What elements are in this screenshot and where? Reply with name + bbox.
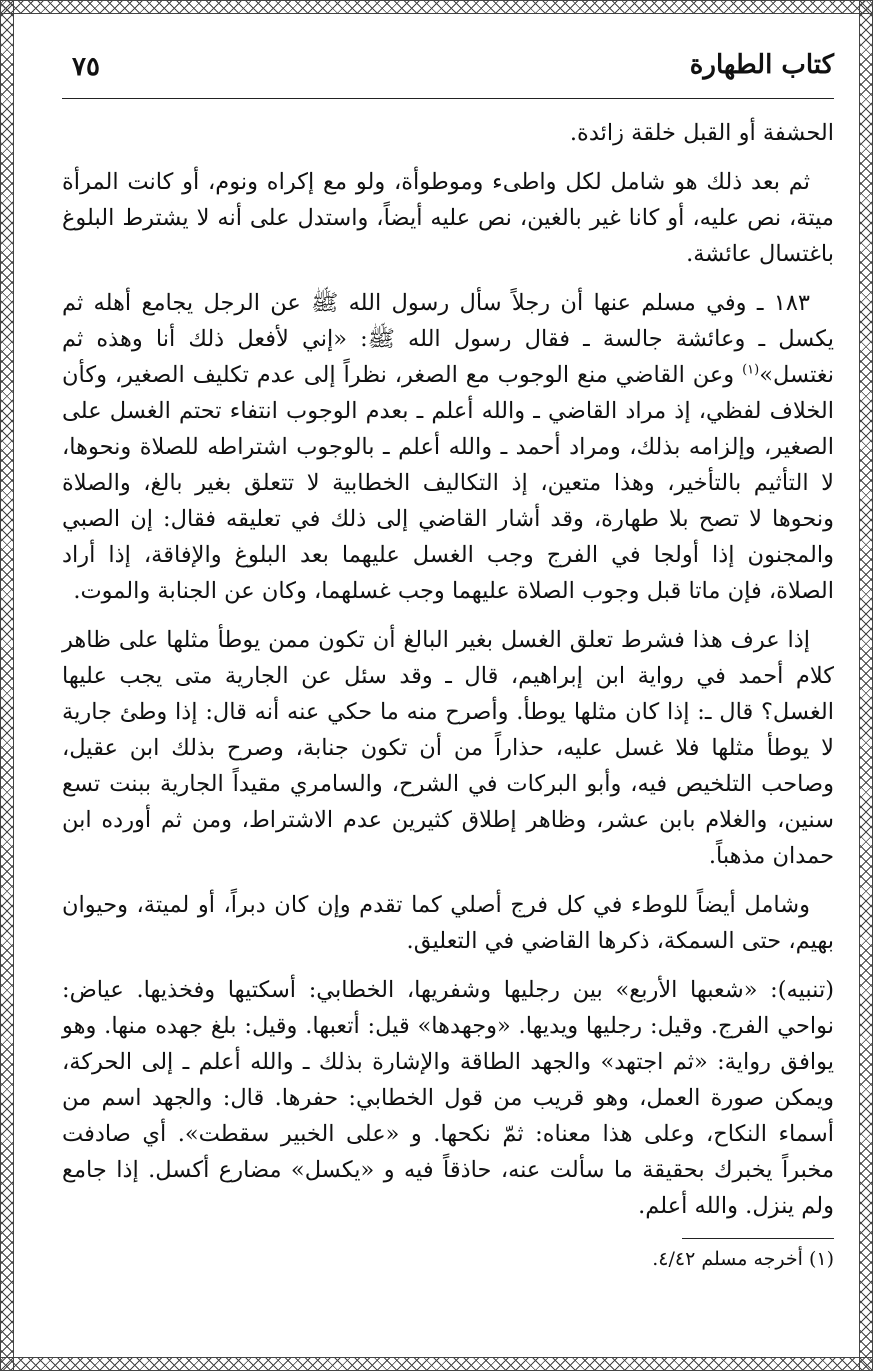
hadith-text: ١٨٣ ـ وفي مسلم عنها أن رجلاً سأل رسول الله ﷺ عن الرجل يجامع أهله ثم يكسل ـ وعائشة جالسة ـ فقال رسول الله ﷺ: «إني لأفعل ذلك أنا وهذه ثم نغتسل» (62, 290, 834, 388)
page-header (62, 40, 834, 99)
decorative-border-top (0, 0, 873, 14)
footnote-marker: (١) (808, 1248, 834, 1270)
paragraph-hadith-183 (62, 285, 834, 609)
paragraph: الحشفة أو القبل خلقة زائدة. (569, 120, 834, 146)
hadith-commentary: وعن القاضي منع الوجوب مع الصغر، نظراً إلى عدم تكليف الصغير، وكأن الخلاف لفظي، إذ مراد القاضي ـ والله أعلم ـ بعدم الوجوب انتفاء تحتم الغسل على الصغير، وإلزامه بذلك، ومراد أحمد ـ والله أعلم ـ بالوجوب اشتراطه للصلاة ونحوها، لا التأثيم بالتأخير، وهذا متعين، إذ التكاليف الخطابية لا تتعلق بغير بالغ، والصلاة ونحوها لا تصح بلا طهارة، وقد أشار القاضي إلى ذلك في تعليقه فقال: إن الصبي والمجنون إذا أولجا في الفرج وجب الغسل عليهما بعد البلوغ والإفاقة، إذا أراد الصلاة، فإن ماتا قبل وجوب الصلاة عليهما وجب غسلهما، وكان عن الجنابة والموت. (62, 362, 834, 604)
paragraph-note: (تنبيه): «شعبها الأربع» بين رجليها وشفريها، الخطابي: أسكتيها وفخذيها. عياض: نواحي الفرج. وقيل: رجليها ويديها. «وجهدها» قيل: أتعبها. وقيل: بلغ جهده منها. وهو يوافق رواية: «ثم اجتهد» والجهد الطاقة والإشارة بذلك ـ والله أعلم ـ إلى الحركة، ويمكن صورة العمل، وهو قريب من قول الخطابي: حفرها. قال: والجهد اسم من أسماء النكاح، وعلى هذا معناه: ثمّ نكحها. و «على الخبير سقطت». أي صادفت مخبراً يخبرك بحقيقة ما سألت عنه، حاذقاً فيه و «يكسل» مضارع أكسل. إذا جامع ولم ينزل. والله أعلم. (62, 977, 834, 1219)
running-title: كتاب الطهارة (689, 50, 834, 80)
body-text (62, 115, 834, 1224)
decorative-border-bottom (0, 1357, 873, 1371)
footnote-reference[interactable]: (١) (742, 362, 760, 378)
decorative-border-right (859, 0, 873, 1371)
paragraph: وشامل أيضاً للوطء في كل فرج أصلي كما تقدم وإن كان دبراً، أو لميتة، وحيوان بهيم، حتى السمكة، ذكرها القاضي في التعليق. (62, 892, 834, 954)
page-number: ٧٥ (72, 52, 100, 82)
page (62, 40, 834, 1275)
footnote-text: أخرجه مسلم ٤/٤٢. (652, 1248, 803, 1270)
footnote-divider (682, 1238, 834, 1239)
paragraph: إذا عرف هذا فشرط تعلق الغسل بغير البالغ أن تكون ممن يوطأ مثلها على ظاهر كلام أحمد في رواية ابن إبراهيم، قال ـ وقد سئل عن الجارية متى يجب عليها الغسل؟ قال ـ: إذا كان مثلها يوطأ. وأصرح منه ما حكي عنه أنه قال: إذا وطئ جارية لا يوطأ مثلها فلا غسل عليه، حذاراً من أن تكون جنابة، وصرح بذلك ابن عقيل، وصاحب التلخيص فيه، وأبو البركات في الشرح، والسامري مقيداً الجارية ببنت تسع سنين، والغلام بابن عشر، وظاهر إطلاق كثيرين عدم الاشتراط، ومن ثم أورده ابن حمدان مذهباً. (62, 627, 834, 869)
decorative-border-left (0, 0, 14, 1371)
paragraph: ثم بعد ذلك هو شامل لكل واطىء وموطوأة، ولو مع إكراه ونوم، أو كانت المرأة ميتة، نص عليه، أو كانا غير بالغين، نص عليه أيضاً، واستدل على أنه لا يشترط البلوغ باغتسال عائشة. (62, 169, 834, 267)
footnote (62, 1243, 834, 1275)
